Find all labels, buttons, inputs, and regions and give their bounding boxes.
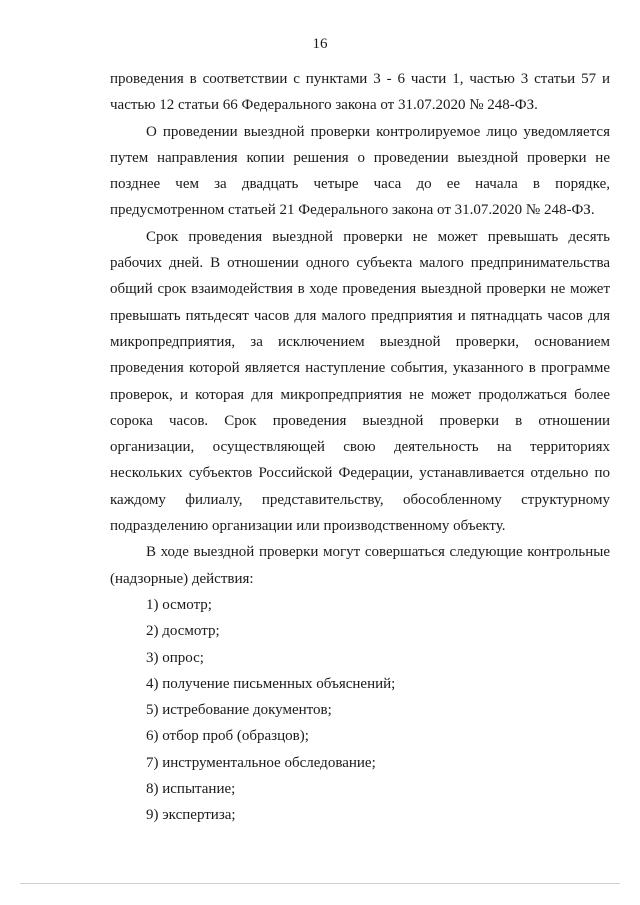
page-number: 16 [312,36,328,52]
paragraph-continuation: проведения в соответствии с пунктами 3 - 6 части 1, частью 3 статьи 57 и частью 12 статьи 66 Федерального закона от 31.07.2020 № 248-ФЗ. [110,71,610,114]
list-item: 1) осмотр; [146,596,212,613]
actions-list [110,592,610,829]
list-item: 7) инструментальное обследование; [146,754,376,771]
list-item: 4) получение письменных объяснений; [146,675,396,692]
list-item: 2) досмотр; [146,623,220,640]
list-item: 9) экспертиза; [146,807,236,824]
paragraph-actions-intro: В ходе выездной проверки могут совершаться следующие контрольные (надзорные) действия: [110,544,610,587]
page-bottom-rule [20,883,620,884]
paragraph-notification: О проведении выездной проверки контролируемое лицо уведомляется путем направления копии решения о проведении выездной проверки не позднее чем за двадцать четыре часа до ее начала в порядке, предусмотренном статьей 21 Федерального закона от 31.07.2020 № 248-ФЗ. [110,123,610,219]
list-item: 8) испытание; [146,781,236,798]
list-item: 3) опрос; [146,649,204,666]
list-item: 6) отбор проб (образцов); [146,728,309,745]
list-item: 5) истребование документов; [146,702,332,719]
paragraph-duration: Срок проведения выездной проверки не может превышать десять рабочих дней. В отношении одного субъекта малого предпринимательства общий срок взаимодействия в ходе проведения выездной проверки не может превышать пятьдесят часов для малого предприятия и пятнадцать часов для микропредприятия, за исключением выездной проверки, основанием проведения которой является наступление события, указанного в программе проверок, и которая для микропредприятия не может продолжаться более сорока часов. Срок проведения выездной проверки в отношении организации, осуществляющей свою деятельность на территориях нескольких субъектов Российской Федерации, устанавливается отдельно по каждому филиалу, представительству, обособленному структурному подразделению организации или производственному объекту. [110,228,610,535]
document-body [110,66,610,829]
